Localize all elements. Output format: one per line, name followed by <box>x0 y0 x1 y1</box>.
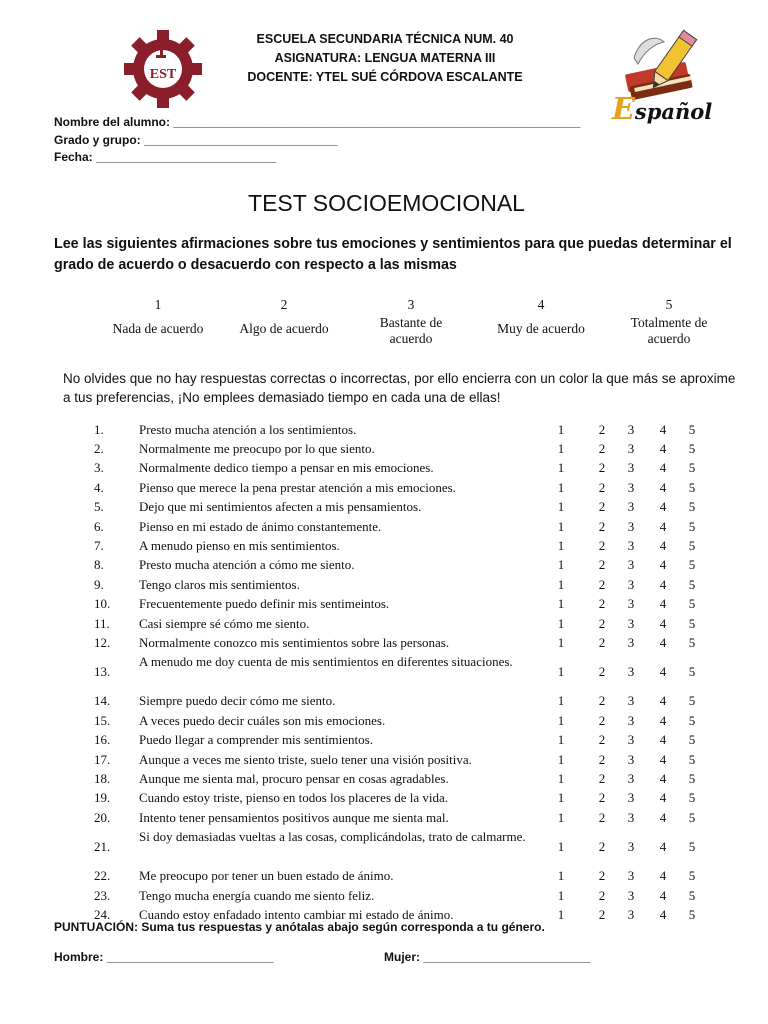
answer-option-2[interactable]: 2 <box>598 771 606 787</box>
answer-option-4[interactable]: 4 <box>659 615 667 631</box>
answer-option-2[interactable]: 2 <box>598 499 606 515</box>
teacher-name: DOCENTE: YTEL SUÉ CÓRDOVA ESCALANTE <box>247 70 523 84</box>
answer-option-4[interactable]: 4 <box>659 907 667 923</box>
male-label: Hombre: <box>54 950 104 964</box>
answer-option-3[interactable]: 3 <box>627 809 635 825</box>
answer-option-1[interactable]: 1 <box>557 887 565 903</box>
item-number: 3. <box>94 460 104 476</box>
answer-option-1[interactable]: 1 <box>557 790 565 806</box>
item-statement: Aunque me sienta mal, procuro pensar en cosas agradables. <box>139 771 449 787</box>
answer-option-2[interactable]: 2 <box>598 421 606 437</box>
answer-option-4[interactable]: 4 <box>659 790 667 806</box>
answer-option-3[interactable]: 3 <box>627 771 635 787</box>
answer-option-1[interactable]: 1 <box>557 751 565 767</box>
answer-option-3[interactable]: 3 <box>627 499 635 515</box>
answer-option-1[interactable]: 1 <box>557 499 565 515</box>
answer-option-1[interactable]: 1 <box>557 664 565 680</box>
questionnaire-row <box>0 498 768 517</box>
date-line[interactable]: ___________________________ <box>96 150 277 164</box>
answer-option-1[interactable]: 1 <box>557 421 565 437</box>
scale-label: Bastante de acuerdo <box>379 315 443 346</box>
questionnaire-row <box>0 653 768 692</box>
answer-option-5[interactable]: 5 <box>688 538 696 554</box>
date-label: Fecha: <box>54 150 93 164</box>
scale-value: 5 <box>665 297 673 312</box>
answer-option-5[interactable]: 5 <box>688 499 696 515</box>
questionnaire-row <box>0 769 768 788</box>
answer-option-2[interactable]: 2 <box>598 809 606 825</box>
answer-option-5[interactable]: 5 <box>688 518 696 534</box>
questionnaire-row <box>0 478 768 497</box>
questionnaire-row <box>0 731 768 750</box>
female-label: Mujer: <box>384 950 420 964</box>
answer-option-1[interactable]: 1 <box>557 712 565 728</box>
scale-value: 3 <box>407 297 415 312</box>
answer-option-2[interactable]: 2 <box>598 479 606 495</box>
answer-option-3[interactable]: 3 <box>627 576 635 592</box>
item-number: 7. <box>94 538 104 554</box>
item-number: 24. <box>94 907 111 923</box>
answer-option-1[interactable]: 1 <box>557 538 565 554</box>
answer-option-1[interactable]: 1 <box>557 809 565 825</box>
answer-option-3[interactable]: 3 <box>627 839 635 855</box>
male-score-field[interactable] <box>54 950 274 964</box>
item-statement: A menudo pienso en mis sentimientos. <box>139 538 340 554</box>
answer-option-1[interactable]: 1 <box>557 479 565 495</box>
item-statement: Tengo mucha energía cuando me siento feliz. <box>139 887 375 903</box>
answer-option-4[interactable]: 4 <box>659 887 667 903</box>
item-statement: Me preocupo por tener un buen estado de ánimo. <box>139 868 394 884</box>
answer-option-2[interactable]: 2 <box>598 518 606 534</box>
answer-option-5[interactable]: 5 <box>688 839 696 855</box>
questionnaire-row <box>0 808 768 827</box>
questionnaire-row <box>0 750 768 769</box>
item-number: 2. <box>94 441 104 457</box>
answer-option-2[interactable]: 2 <box>598 751 606 767</box>
answer-option-1[interactable]: 1 <box>557 518 565 534</box>
answer-option-3[interactable]: 3 <box>627 615 635 631</box>
answer-option-4[interactable]: 4 <box>659 518 667 534</box>
questionnaire-row <box>0 556 768 575</box>
answer-option-4[interactable]: 4 <box>659 732 667 748</box>
answer-option-3[interactable]: 3 <box>627 732 635 748</box>
answer-option-4[interactable]: 4 <box>659 809 667 825</box>
answer-option-3[interactable]: 3 <box>627 887 635 903</box>
answer-option-2[interactable]: 2 <box>598 664 606 680</box>
answer-option-2[interactable]: 2 <box>598 732 606 748</box>
answer-option-4[interactable]: 4 <box>659 479 667 495</box>
item-number: 4. <box>94 479 104 495</box>
answer-option-3[interactable]: 3 <box>627 538 635 554</box>
item-statement: A veces puedo decir cuáles son mis emociones. <box>139 712 386 728</box>
grade-group-line[interactable]: _____________________________ <box>144 132 338 147</box>
answer-option-4[interactable]: 4 <box>659 499 667 515</box>
answer-option-3[interactable]: 3 <box>627 421 635 437</box>
answer-option-2[interactable]: 2 <box>598 576 606 592</box>
answer-option-4[interactable]: 4 <box>659 441 667 457</box>
answer-option-1[interactable]: 1 <box>557 839 565 855</box>
answer-option-5[interactable]: 5 <box>688 421 696 437</box>
answer-option-5[interactable]: 5 <box>688 441 696 457</box>
school-logo-text: EST <box>149 67 177 82</box>
questionnaire-row <box>0 633 768 652</box>
answer-option-1[interactable]: 1 <box>557 615 565 631</box>
answer-option-2[interactable]: 2 <box>598 839 606 855</box>
answer-option-5[interactable]: 5 <box>688 479 696 495</box>
questionnaire-row <box>0 439 768 458</box>
item-number: 8. <box>94 557 104 573</box>
answer-option-1[interactable]: 1 <box>557 441 565 457</box>
item-statement: A menudo me doy cuenta de mis sentimientos en diferentes situaciones. <box>139 653 513 669</box>
answer-option-1[interactable]: 1 <box>557 732 565 748</box>
answer-option-4[interactable]: 4 <box>659 635 667 651</box>
answer-option-5[interactable]: 5 <box>688 596 696 612</box>
answer-option-3[interactable]: 3 <box>627 664 635 680</box>
answer-option-4[interactable]: 4 <box>659 693 667 709</box>
item-number: 14. <box>94 693 111 709</box>
questionnaire-row <box>0 789 768 808</box>
answer-option-2[interactable]: 2 <box>598 712 606 728</box>
answer-option-1[interactable]: 1 <box>557 771 565 787</box>
scale-value: 2 <box>280 297 288 312</box>
answer-option-3[interactable]: 3 <box>627 790 635 806</box>
answer-option-3[interactable]: 3 <box>627 518 635 534</box>
grade-group-label: Grado y grupo: <box>54 132 141 147</box>
answer-option-5[interactable]: 5 <box>688 460 696 476</box>
answer-option-5[interactable]: 5 <box>688 907 696 923</box>
answer-option-3[interactable]: 3 <box>627 907 635 923</box>
student-name-label: Nombre del alumno: <box>54 115 171 129</box>
instructions-note: No olvides que no hay respuestas correctas o incorrectas, por ello encierra con un color la que más se aproxime a tus preferencias, ¡No emplees demasiado tiempo en cada una de ellas! <box>63 371 736 405</box>
item-statement: Cuando estoy enfadado intento cambiar mi estado de ánimo. <box>139 907 454 923</box>
item-number: 17. <box>94 751 111 767</box>
answer-option-4[interactable]: 4 <box>659 576 667 592</box>
answer-option-3[interactable]: 3 <box>627 868 635 884</box>
answer-option-3[interactable]: 3 <box>627 479 635 495</box>
answer-option-1[interactable]: 1 <box>557 693 565 709</box>
female-score-field[interactable] <box>384 950 590 964</box>
questionnaire-row <box>0 517 768 536</box>
answer-option-1[interactable]: 1 <box>557 557 565 573</box>
answer-option-5[interactable]: 5 <box>688 790 696 806</box>
answer-option-4[interactable]: 4 <box>659 771 667 787</box>
espanol-logo-text: Español <box>612 92 713 127</box>
item-statement: Presto mucha atención a los sentimientos. <box>139 421 357 437</box>
answer-option-4[interactable]: 4 <box>659 751 667 767</box>
item-number: 10. <box>94 596 111 612</box>
answer-option-2[interactable]: 2 <box>598 887 606 903</box>
item-statement: Cuando estoy triste, pienso en todos los placeres de la vida. <box>139 790 449 806</box>
answer-option-5[interactable]: 5 <box>688 615 696 631</box>
item-statement: Aunque a veces me siento triste, suelo tener una visión positiva. <box>139 751 472 767</box>
answer-option-4[interactable]: 4 <box>659 460 667 476</box>
item-statement: Pienso que merece la pena prestar atención a mis emociones. <box>139 479 456 495</box>
answer-option-1[interactable]: 1 <box>557 596 565 612</box>
answer-option-2[interactable]: 2 <box>598 596 606 612</box>
answer-option-5[interactable]: 5 <box>688 887 696 903</box>
answer-option-5[interactable]: 5 <box>688 732 696 748</box>
item-number: 20. <box>94 809 111 825</box>
answer-option-4[interactable]: 4 <box>659 868 667 884</box>
item-statement: Intento tener pensamientos positivos aunque me sienta mal. <box>139 809 449 825</box>
answer-option-1[interactable]: 1 <box>557 907 565 923</box>
item-statement: Frecuentemente puedo definir mis sentimeintos. <box>139 596 390 612</box>
questionnaire-row <box>0 536 768 555</box>
item-statement: Si doy demasiadas vueltas a las cosas, complicándolas, trato de calmarme. <box>139 828 526 844</box>
item-statement: Tengo claros mis sentimientos. <box>139 576 300 592</box>
answer-option-3[interactable]: 3 <box>627 557 635 573</box>
item-number: 23. <box>94 887 111 903</box>
answer-option-1[interactable]: 1 <box>557 868 565 884</box>
item-number: 12. <box>94 635 111 651</box>
answer-option-2[interactable]: 2 <box>598 615 606 631</box>
answer-option-4[interactable]: 4 <box>659 596 667 612</box>
answer-option-4[interactable]: 4 <box>659 839 667 855</box>
item-number: 5. <box>94 499 104 515</box>
answer-option-3[interactable]: 3 <box>627 441 635 457</box>
answer-option-3[interactable]: 3 <box>627 712 635 728</box>
item-statement: Siempre puedo decir cómo me siento. <box>139 693 336 709</box>
answer-option-3[interactable]: 3 <box>627 635 635 651</box>
scale-label: Algo de acuerdo <box>239 321 329 336</box>
item-number: 21. <box>94 839 111 855</box>
item-statement: Normalmente conozco mis sentimientos sobre las personas. <box>139 635 450 651</box>
answer-option-2[interactable]: 2 <box>598 635 606 651</box>
questionnaire-row <box>0 886 768 905</box>
answer-option-2[interactable]: 2 <box>598 868 606 884</box>
answer-option-4[interactable]: 4 <box>659 712 667 728</box>
answer-option-2[interactable]: 2 <box>598 441 606 457</box>
answer-option-2[interactable]: 2 <box>598 907 606 923</box>
questionnaire-row <box>0 867 768 886</box>
item-number: 6. <box>94 518 104 534</box>
answer-option-5[interactable]: 5 <box>688 771 696 787</box>
item-statement: Normalmente dedico tiempo a pensar en mis emociones. <box>139 460 434 476</box>
questionnaire-row <box>0 692 768 711</box>
scale-value: 1 <box>154 297 162 312</box>
scale-label: Totalmente de acuerdo <box>630 315 708 346</box>
answer-option-2[interactable]: 2 <box>598 693 606 709</box>
score-instructions: PUNTUACIÓN: Suma tus respuestas y anótalas abajo según corresponda a tu género. <box>54 920 545 934</box>
item-number: 19. <box>94 790 111 806</box>
item-number: 9. <box>94 576 104 592</box>
answer-option-4[interactable]: 4 <box>659 421 667 437</box>
answer-option-3[interactable]: 3 <box>627 693 635 709</box>
scale-label: Nada de acuerdo <box>112 321 204 336</box>
scale-label: Muy de acuerdo <box>497 321 585 336</box>
answer-option-5[interactable]: 5 <box>688 576 696 592</box>
answer-option-4[interactable]: 4 <box>659 664 667 680</box>
item-number: 18. <box>94 771 111 787</box>
questionnaire-row <box>0 614 768 633</box>
item-number: 16. <box>94 732 111 748</box>
answer-option-1[interactable]: 1 <box>557 460 565 476</box>
answer-option-2[interactable]: 2 <box>598 557 606 573</box>
scale-value: 4 <box>537 297 545 312</box>
answer-option-5[interactable]: 5 <box>688 809 696 825</box>
item-statement: Pienso en mi estado de ánimo constantemente. <box>139 518 382 534</box>
answer-option-2[interactable]: 2 <box>598 538 606 554</box>
questionnaire-row <box>0 828 768 867</box>
item-statement: Casi siempre sé cómo me siento. <box>139 615 310 631</box>
item-statement: Normalmente me preocupo por lo que siento. <box>139 441 375 457</box>
answer-option-5[interactable]: 5 <box>688 664 696 680</box>
answer-option-2[interactable]: 2 <box>598 460 606 476</box>
questionnaire-row <box>0 595 768 614</box>
answer-option-1[interactable]: 1 <box>557 635 565 651</box>
answer-option-3[interactable]: 3 <box>627 460 635 476</box>
student-name-line[interactable]: _____________________________________________________________ <box>173 115 581 129</box>
questionnaire-row <box>0 711 768 730</box>
school-name: ESCUELA SECUNDARIA TÉCNICA NUM. 40 <box>256 32 514 46</box>
answer-option-2[interactable]: 2 <box>598 790 606 806</box>
item-number: 11. <box>94 615 110 631</box>
item-number: 22. <box>94 868 111 884</box>
female-line[interactable]: _________________________ <box>423 950 591 964</box>
answer-option-5[interactable]: 5 <box>688 693 696 709</box>
questionnaire-row <box>0 420 768 439</box>
answer-option-3[interactable]: 3 <box>627 751 635 767</box>
item-statement: Presto mucha atención a cómo me siento. <box>139 557 355 573</box>
item-statement: Dejo que mi sentimientos afecten a mis pensamientos. <box>139 499 422 515</box>
instructions-text: Lee las siguientes afirmaciones sobre tus emociones y sentimientos para que puedas determinar el grado de acuerdo o desacuerdo con respecto a las mismas <box>54 236 732 273</box>
answer-option-4[interactable]: 4 <box>659 538 667 554</box>
item-number: 13. <box>94 664 111 680</box>
item-number: 1. <box>94 421 104 437</box>
item-statement: Puedo llegar a comprender mis sentimientos. <box>139 732 373 748</box>
male-line[interactable]: _________________________ <box>106 950 274 964</box>
answer-option-5[interactable]: 5 <box>688 557 696 573</box>
answer-option-3[interactable]: 3 <box>627 596 635 612</box>
answer-option-5[interactable]: 5 <box>688 868 696 884</box>
answer-option-5[interactable]: 5 <box>688 635 696 651</box>
questionnaire-row <box>0 459 768 478</box>
questionnaire-row <box>0 575 768 594</box>
answer-option-5[interactable]: 5 <box>688 751 696 767</box>
answer-option-1[interactable]: 1 <box>557 576 565 592</box>
page-title: TEST SOCIOEMOCIONAL <box>248 190 525 216</box>
subject-name: ASIGNATURA: LENGUA MATERNA III <box>274 51 496 65</box>
answer-option-5[interactable]: 5 <box>688 712 696 728</box>
answer-option-4[interactable]: 4 <box>659 557 667 573</box>
item-number: 15. <box>94 712 111 728</box>
